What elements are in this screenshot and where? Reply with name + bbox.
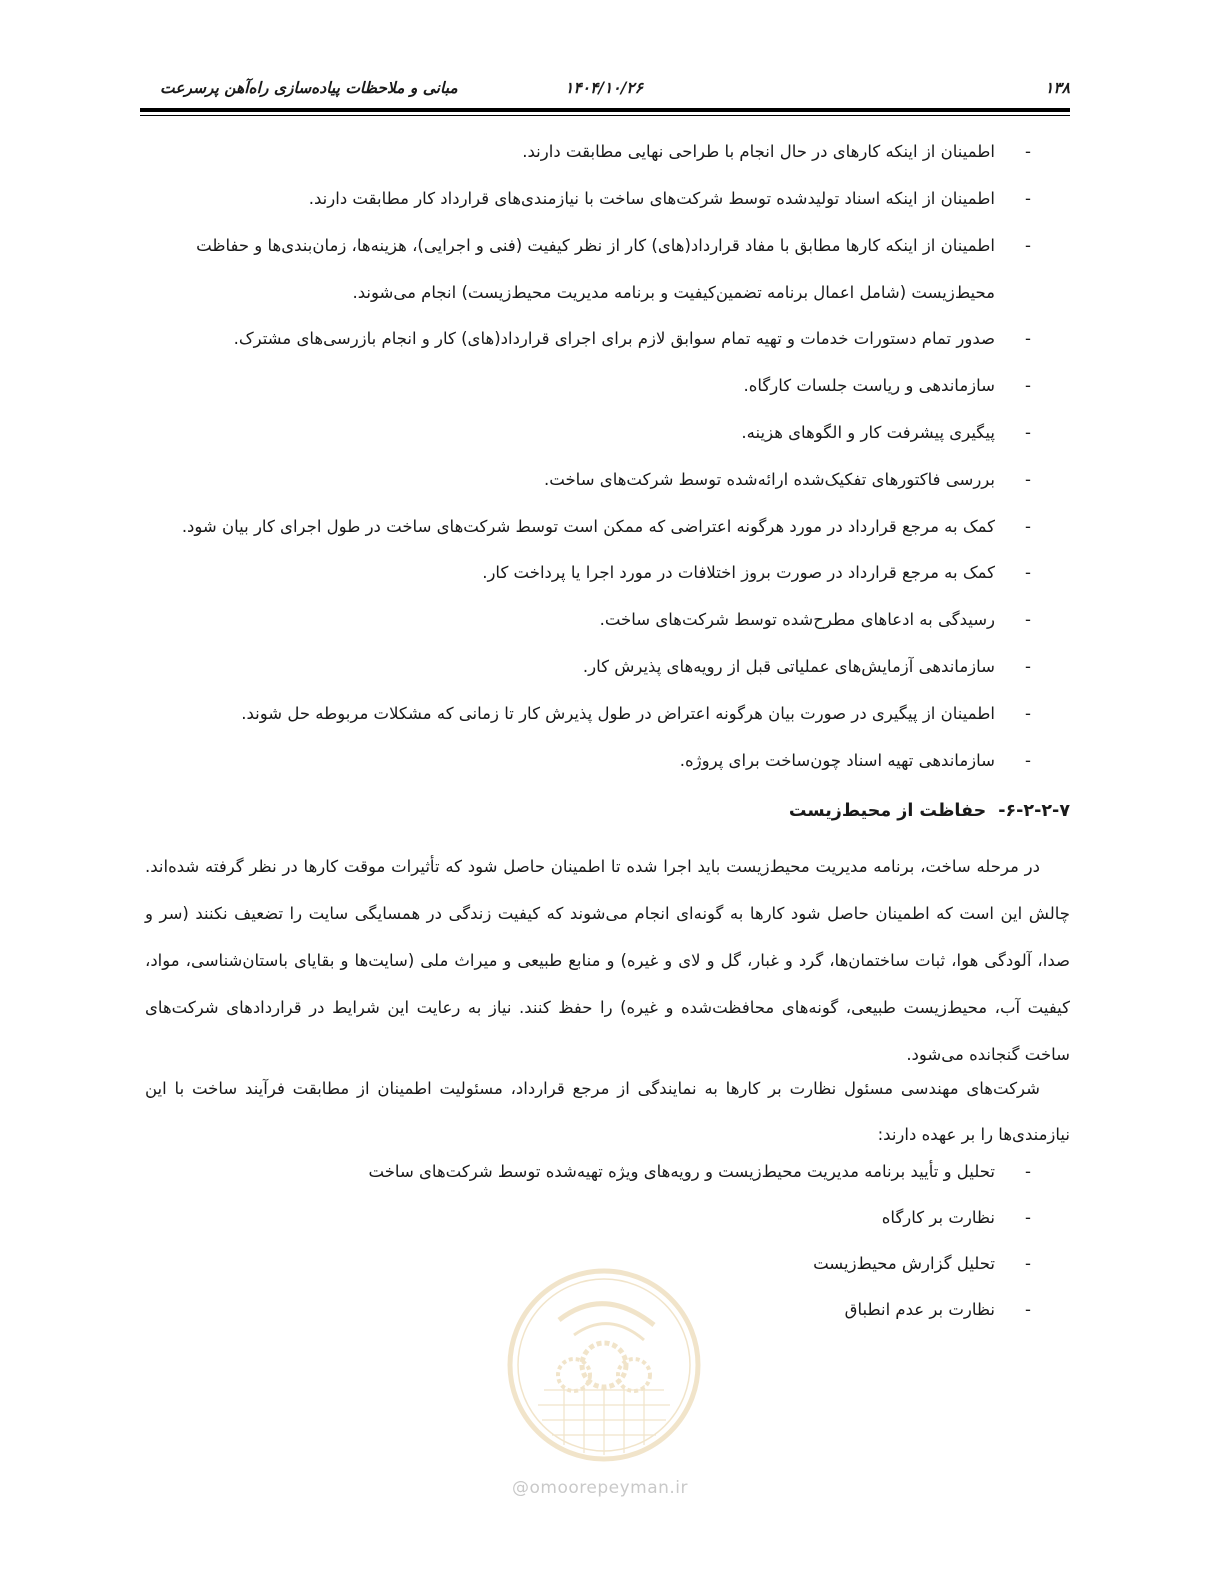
header-rule-thick <box>140 108 1070 112</box>
list-item: - تحلیل گزارش محیط‌زیست <box>813 1254 1031 1273</box>
list-item: - بررسی فاکتورهای تفکیک‌شده ارائه‌شده توسط شرکت‌های ساخت. <box>544 470 1031 489</box>
list-item: - رسیدگی به ادعاهای مطرح‌شده توسط شرکت‌های ساخت. <box>599 610 1031 629</box>
list-item: - تحلیل و تأیید برنامه مدیریت محیط‌زیست و رویه‌های ویژه تهیه‌شده توسط شرکت‌های ساخت <box>368 1162 1031 1181</box>
watermark-site: @omoorepeyman.ir <box>512 1478 689 1498</box>
list-item: - صدور تمام دستورات خدمات و تهیه تمام سوابق لازم برای اجرای قرارداد(های) کار و انجام بازرسی‌های مشترک. <box>233 329 1031 348</box>
list-item: - سازماندهی و ریاست جلسات کارگاه. <box>743 376 1031 395</box>
section-heading <box>145 799 1070 823</box>
list-item: - پیگیری پیشرفت کار و الگوهای هزینه. <box>741 423 1031 442</box>
section-number: ۶-۲-۲-۷- <box>998 801 1070 821</box>
list-item: - نظارت بر کارگاه <box>881 1208 1031 1227</box>
list-item: - اطمینان از اینکه اسناد تولیدشده توسط شرکت‌های ساخت با نیازمندی‌های قرارداد کار مطابقت دارند. <box>308 189 1031 208</box>
watermark-logo <box>504 1265 704 1465</box>
page-header <box>140 76 1070 102</box>
list-item: - اطمینان از اینکه کارهای در حال انجام با طراحی نهایی مطابقت دارند. <box>522 142 1031 161</box>
at-icon: @ <box>512 1478 530 1498</box>
list-item: - کمک به مرجع قرارداد در صورت بروز اختلافات در مورد اجرا یا پرداخت کار. <box>482 563 1031 582</box>
list-item: - سازماندهی آزمایش‌های عملیاتی قبل از رویه‌های پذیرش کار. <box>582 657 1031 676</box>
section-title: حفاظت از محیط‌زیست <box>788 801 987 821</box>
list-item: - اطمینان از پیگیری در صورت بیان هرگونه اعتراض در طول پذیرش کار تا زمانی که مشکلات مربوطه حل شوند. <box>241 704 1031 723</box>
paragraph-responsibility: شرکت‌های مهندسی مسئول نظارت بر کارها به نمایندگی از مرجع قرارداد، مسئولیت اطمینان از مطابقت فرآیند ساخت با این نیازمندی‌ها را بر عهده دارند: <box>145 1079 1070 1144</box>
paragraph-intro: در مرحله ساخت، برنامه مدیریت محیط‌زیست باید اجرا شده تا اطمینان حاصل شود که تأثیرات موقت کارها در نظر گرفته شده‌اند. چالش این است که اطمینان حاصل شود کارها به گونه‌ای انجام می‌شوند که کیفیت زندگی در همسایگی سایت را تضعیف نکنند (سر و صدا، آلودگی هوا، ثبات ساختمان‌ها، گرد و غبار، گل و لای و غیره) و منابع طبیعی و میراث ملی (سایت‌ها و بقایای باستان‌شناسی، مواد، کیفیت آب، محیط‌زیست طبیعی، گونه‌های محافظت‌شده و غیره) را حفظ کنند. نیاز به رعایت این شرایط در قراردادهای شرکت‌های ساخت گنجانده می‌شود. <box>145 857 1070 1064</box>
responsibilities-list <box>145 140 1070 773</box>
list-item: - کمک به مرجع قرارداد در مورد هرگونه اعتراضی که ممکن است توسط شرکت‌های ساخت در طول اجرای کار بیان شود. <box>181 517 1031 536</box>
list-item: - اطمینان از اینکه کارها مطابق با مفاد قرارداد(های) کار از نظر کیفیت (فنی و اجرایی)، هزینه‌ها، زمان‌بندی‌ها و حفاظت محیط‌زیست (شامل اعمال برنامه تضمین‌کیفیت و برنامه مدیریت محیط‌زیست) انجام می‌شوند. <box>196 236 1031 302</box>
list-item: - نظارت بر عدم انطباق <box>844 1300 1031 1319</box>
header-date: ۱۴۰۴/۱۰/۲۶ <box>565 78 643 97</box>
header-title: مبانی و ملاحظات پیاده‌سازی راه‌آهن پرسرعت <box>160 78 458 97</box>
list-item: - سازماندهی تهیه اسناد چون‌ساخت برای پروژه. <box>679 751 1031 770</box>
page-content <box>145 140 1070 1344</box>
header-rule-thin <box>140 115 1070 116</box>
page-number: ۱۳۸ <box>1045 78 1070 97</box>
